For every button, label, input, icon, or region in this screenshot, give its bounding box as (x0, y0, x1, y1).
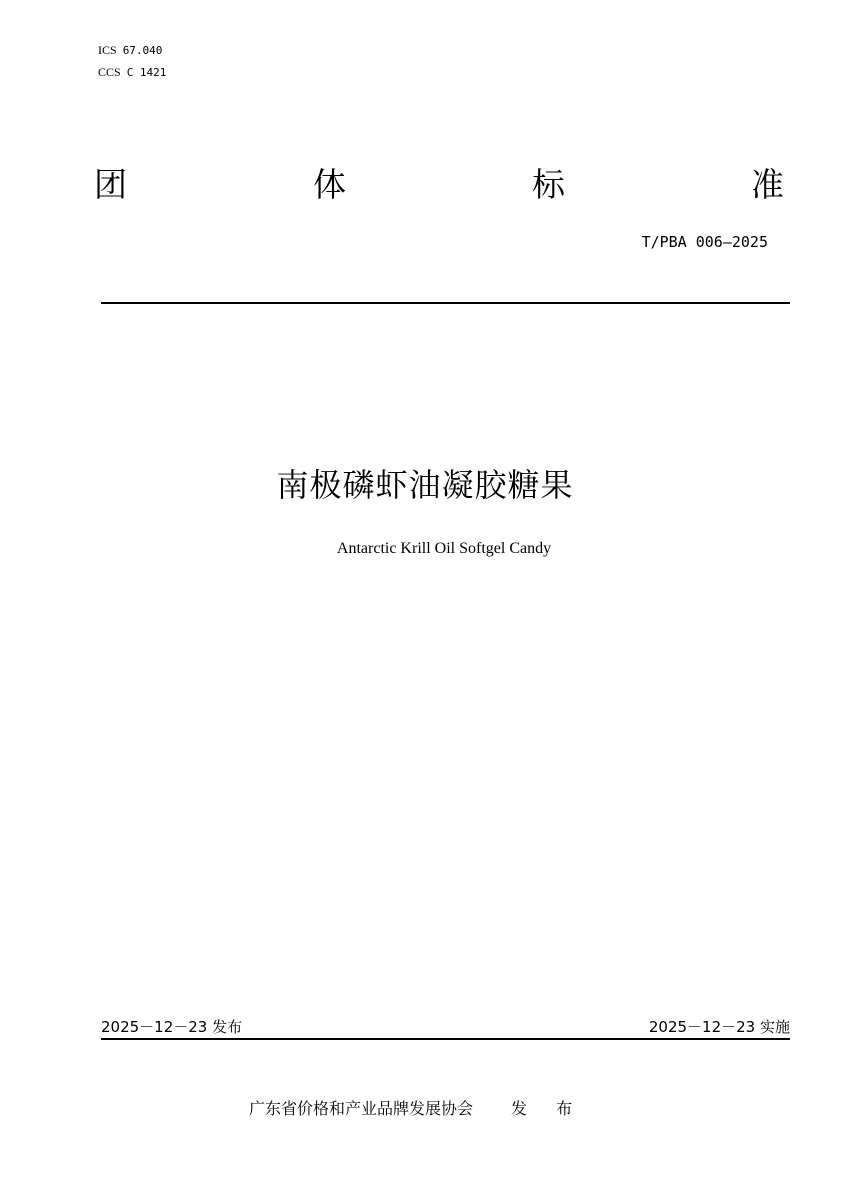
title-chinese: 南极磷虾油凝胶糖果 (276, 466, 574, 504)
top-divider (101, 302, 790, 304)
document-type-heading (94, 163, 784, 207)
publish-date: 2025－12－23 发布 (101, 1018, 243, 1036)
ics-value: 67.040 (122, 44, 163, 57)
ccs-label: CCS (98, 65, 121, 79)
bottom-divider (101, 1038, 790, 1040)
doc-type-char: 标 (532, 165, 565, 204)
publisher-line (249, 1097, 584, 1121)
implement-date: 2025－12－23 实施 (648, 1018, 790, 1036)
ccs-code (98, 62, 166, 83)
title-english: Antarctic Krill Oil Softgel Candy (336, 540, 552, 557)
ccs-value: C 1421 (126, 66, 167, 79)
ics-code (98, 40, 162, 61)
publisher-action: 发 布 (511, 1099, 585, 1118)
doc-type-char: 体 (313, 165, 346, 204)
doc-type-char: 团 (94, 165, 127, 204)
publisher-org: 广东省价格和产业品牌发展协会 (249, 1099, 474, 1118)
ics-label: ICS (98, 43, 117, 57)
doc-type-char: 准 (751, 165, 784, 204)
standard-number: T/PBA 006—2025 (641, 233, 768, 251)
